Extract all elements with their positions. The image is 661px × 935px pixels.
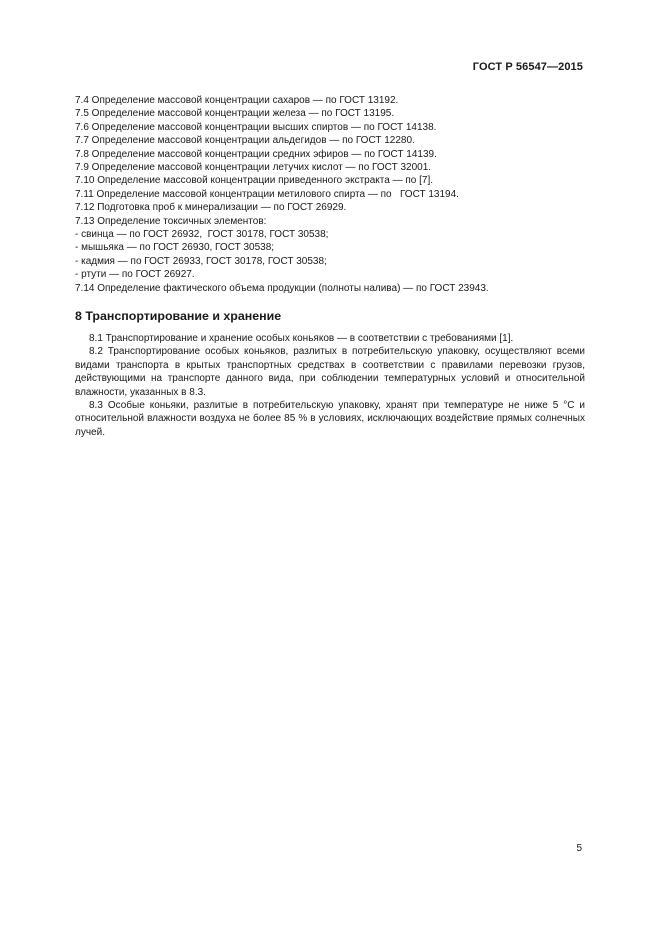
list-item: - мышьяка — по ГОСТ 26930, ГОСТ 30538; (75, 242, 275, 254)
list-item: 7.11 Определение массовой концентрации метилового спирта — по ГОСТ 13194. (75, 188, 459, 200)
list-item: 7.9 Определение массовой концентрации летучих кислот — по ГОСТ 32001. (75, 162, 432, 174)
methods-list (75, 94, 585, 295)
list-item: 7.7 Определение массовой концентрации альдегидов — по ГОСТ 12280. (75, 135, 415, 147)
list-item: - кадмия — по ГОСТ 26933, ГОСТ 30178, ГОСТ 30538; (75, 255, 327, 267)
list-item: 7.10 Определение массовой концентрации приведенного экстракта — по [7]. (75, 175, 434, 187)
page-number: 5 (576, 843, 582, 854)
list-item: 7.5 Определение массовой концентрации железа — по ГОСТ 13195. (75, 108, 395, 120)
paragraph: 8.1 Транспортирование и хранение особых коньяков — в соответствии с требованиями [1]. (89, 333, 514, 344)
list-item: 7.12 Подготовка проб к минерализации — по ГОСТ 26929. (75, 202, 347, 214)
section-title: 8 Транспортирование и хранение (75, 309, 282, 323)
list-item: 7.8 Определение массовой концентрации средних эфиров — по ГОСТ 14139. (75, 148, 437, 160)
list-item: 7.13 Определение токсичных элементов: (75, 215, 267, 227)
list-item: - ртути — по ГОСТ 26927. (75, 269, 195, 281)
list-item: 7.6 Определение массовой концентрации высших спиртов — по ГОСТ 14138. (75, 121, 437, 133)
list-item: - свинца — по ГОСТ 26932, ГОСТ 30178, ГОСТ 30538; (75, 229, 329, 241)
paragraph: 8.2 Транспортирование особых коньяков, разлитых в потребительскую упаковку, осуществляют всеми видами транспорта в крытых транспортных средствах в соответствии с правилами перевозки грузов, действующими на транспорте данного вида, при соблюдении температурных условий и относительной влажности, указанных в 8.3. (75, 346, 585, 398)
list-item: 7.14 Определение фактического объема продукции (полноты налива) — по ГОСТ 23943. (75, 282, 489, 294)
paragraph: 8.3 Особые коньяки, разлитые в потребительскую упаковку, хранят при температуре не ниже 5 °С и относительной влажности воздуха не более 85 % в условиях, исключающих воздействие прямых солнечных лучей. (75, 400, 585, 438)
list-item: 7.4 Определение массовой концентрации сахаров — по ГОСТ 13192. (75, 95, 399, 106)
document-header: ГОСТ Р 56547—2015 (472, 61, 583, 73)
section-body (75, 332, 585, 439)
